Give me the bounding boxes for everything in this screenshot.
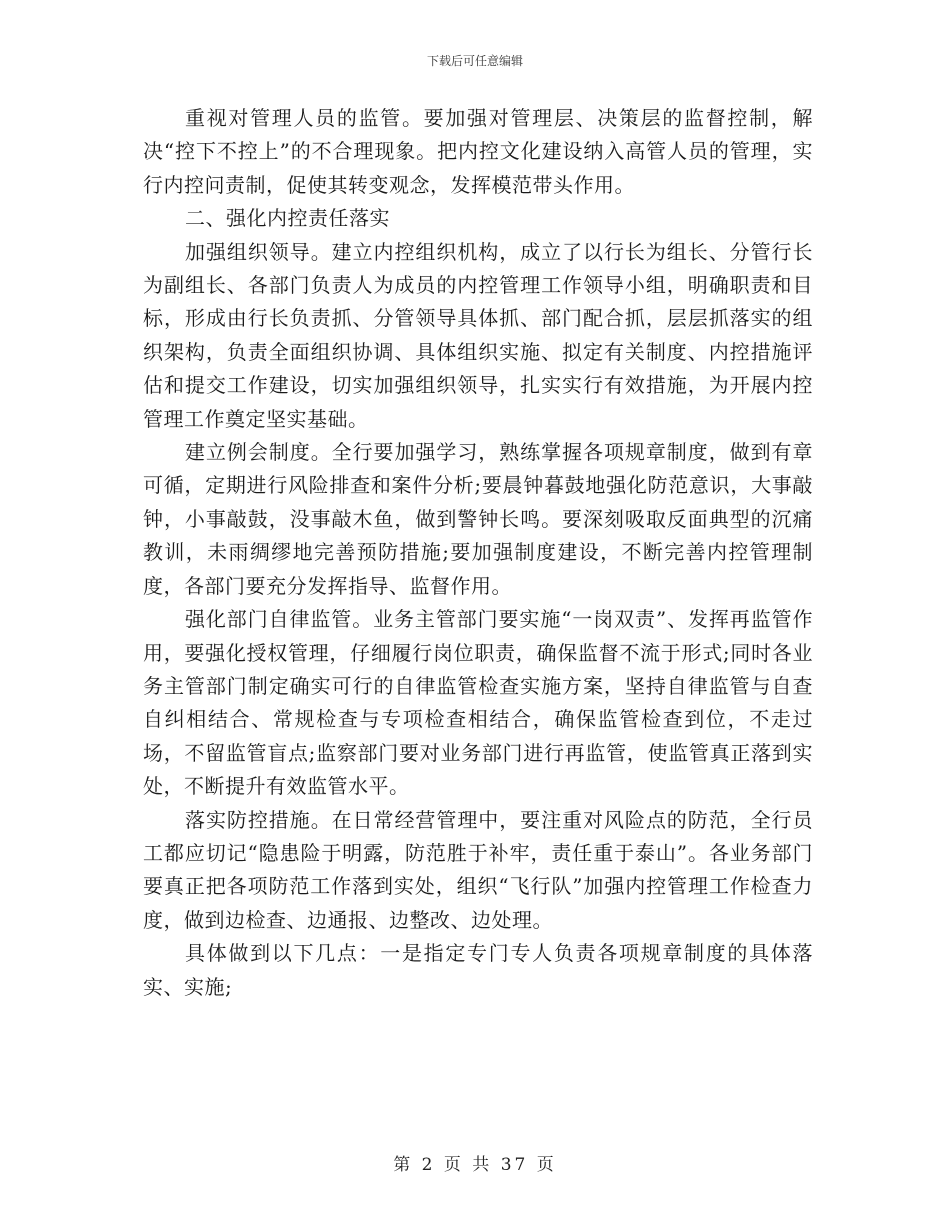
paragraph: 重视对管理人员的监管。要加强对管理层、决策层的监督控制，解决“控下不控上”的不合理现象。把内控文化建设纳入高管人员的管理，实行内控问责制，促使其转变观念，发挥模范带头作用。 — [143, 106, 813, 197]
section-heading: 二、强化内控责任落实 — [185, 206, 390, 231]
paragraph: 加强组织领导。建立内控组织机构，成立了以行长为组长、分管行长为副组长、各部门负责人为成员的内控管理工作领导小组，明确职责和目标，形成由行长负责抓、分管领导具体抓、部门配合抓，层层抓落实的组织架构，负责全面组织协调、具体组织实施、拟定有关制度、内控措施评估和提交工作建设，切实加强组织领导，扎实实行有效措施，为开展内控管理工作奠定坚实基础。 — [143, 239, 813, 431]
page-number: 第 2 页 共 37 页 — [393, 1155, 557, 1175]
paragraph: 强化部门自律监管。业务主管部门要实施“一岗双责”、发挥再监管作用，要强化授权管理，仔细履行岗位职责，确保监督不流于形式;同时各业务主管部门制定确实可行的自律监管检查实施方案，坚持自律监管与自查自纠相结合、常规检查与专项检查相结合，确保监管检查到位，不走过场，不留监管盲点;监察部门要对业务部门进行再监管，使监管真正落到实处，不断提升有效监管水平。 — [143, 607, 813, 799]
document-body — [143, 102, 813, 1004]
paragraph: 落实防控措施。在日常经营管理中，要注重对风险点的防范，全行员工都应切记“隐患险于明露，防范胜于补牢，责任重于泰山”。各业务部门要真正把各项防范工作落到实处，组织“飞行队”加强内控管理工作检查力度，做到边检查、边通报、边整改、边处理。 — [143, 807, 813, 932]
paragraph: 具体做到以下几点：一是指定专门专人负责各项规章制度的具体落实、实施; — [143, 941, 813, 999]
paragraph: 建立例会制度。全行要加强学习，熟练掌握各项规章制度，做到有章可循，定期进行风险排查和案件分析;要晨钟暮鼓地强化防范意识，大事敲钟，小事敲鼓，没事敲木鱼，做到警钟长鸣。要深刻吸取反面典型的沉痛教训，未雨绸缪地完善预防措施;要加强制度建设，不断完善内控管理制度，各部门要充分发挥指导、监督作用。 — [143, 440, 813, 598]
page-header-note: 下载后可任意编辑 — [426, 54, 523, 68]
